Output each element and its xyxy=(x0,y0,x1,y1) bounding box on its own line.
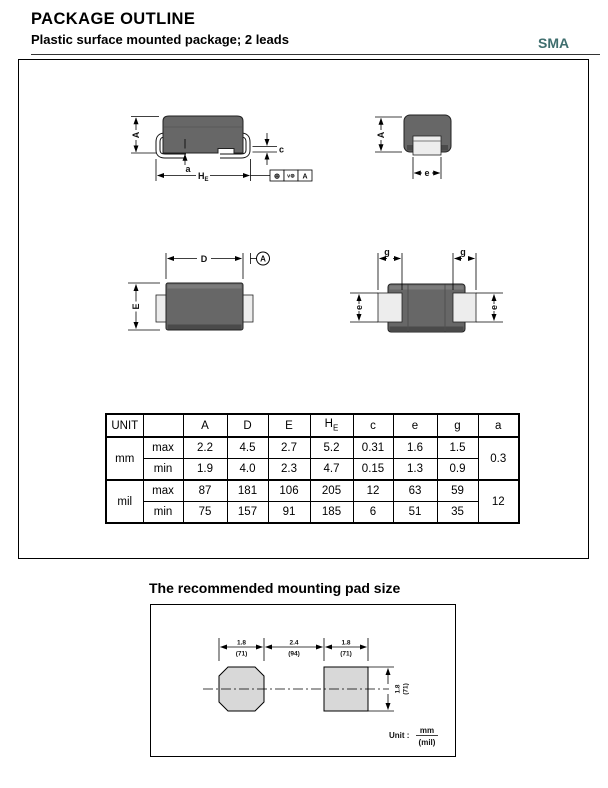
cell-mil-max-D: 181 xyxy=(227,480,268,502)
limit-cell-max: max xyxy=(143,437,183,459)
unit-note xyxy=(389,726,438,747)
cell-mm-max-E: 2.7 xyxy=(268,437,310,459)
cell-mil-min-HE: 185 xyxy=(310,502,353,524)
cell-mm-min-e: 1.3 xyxy=(393,459,437,481)
cell-mm-max-HE: 5.2 xyxy=(310,437,353,459)
mounting-pad-heading: The recommended mounting pad size xyxy=(149,580,401,596)
dim-label-g: g xyxy=(460,247,466,257)
dim-label-HE: $H_E$ xyxy=(198,171,209,183)
cell-mm-min-HE: 4.7 xyxy=(310,459,353,481)
datum-label: A xyxy=(260,254,266,264)
dim-pad-right-mil: (71) xyxy=(340,650,352,658)
dimension-e-right xyxy=(476,293,503,322)
col-header-e: e xyxy=(393,414,437,437)
cell-mm-max-A: 2.2 xyxy=(183,437,227,459)
col-header-E: E xyxy=(268,414,310,437)
unit-header-cell: UNIT xyxy=(106,414,143,437)
limit-header-cell xyxy=(143,414,183,437)
dimension-HE xyxy=(156,159,270,183)
table-row-mm-max xyxy=(106,437,519,459)
dim-label-c: c xyxy=(279,144,285,155)
dimension-A-side xyxy=(375,117,402,152)
top-view-drawing xyxy=(128,252,270,330)
unit-denominator: (mil) xyxy=(418,738,436,747)
dim-gap-mm: 2.4 xyxy=(289,639,299,647)
limit-cell-min: min xyxy=(143,502,183,524)
limit-cell-max: max xyxy=(143,480,183,502)
header-rule xyxy=(31,54,600,55)
limit-cell-min: min xyxy=(143,459,183,481)
col-header-g: g xyxy=(437,414,478,437)
cell-mm-max-g: 1.5 xyxy=(437,437,478,459)
tolerance-symbol-3: A xyxy=(302,173,308,181)
cell-mm-min-D: 4.0 xyxy=(227,459,268,481)
col-header-A: A xyxy=(183,414,227,437)
dim-pad-left-mil: (71) xyxy=(235,650,248,658)
package-code-badge: SMA xyxy=(538,35,570,51)
dim-label-A: A xyxy=(131,131,141,139)
cell-mm-min-c: 0.15 xyxy=(353,459,393,481)
unit-numerator: mm xyxy=(419,726,435,735)
cell-mm-min-g: 0.9 xyxy=(437,459,478,481)
dim-pad-height-mil: (71) xyxy=(402,683,410,695)
dim-label-e: e xyxy=(489,304,499,311)
cell-mil-min-E: 91 xyxy=(268,502,310,524)
cell-mil-max-c: 12 xyxy=(353,480,393,502)
cell-mil-min-D: 157 xyxy=(227,502,268,524)
cell-mil-max-g: 59 xyxy=(437,480,478,502)
cell-mm-max-D: 4.5 xyxy=(227,437,268,459)
dimension-D xyxy=(166,253,243,279)
cell-mm-min-A: 1.9 xyxy=(183,459,227,481)
dim-label-E: E xyxy=(131,303,141,310)
package-body-front xyxy=(163,116,243,153)
dim-label-a: a xyxy=(185,164,191,174)
unit-label: Unit : xyxy=(389,731,410,740)
package-body-top xyxy=(166,283,243,330)
cell-mil-min-g: 35 xyxy=(437,502,478,524)
dimension-c xyxy=(253,133,285,165)
cell-mil-max-HE: 205 xyxy=(310,480,353,502)
col-header-HE: $H_E$ xyxy=(310,414,353,437)
cell-mil-min-e: 51 xyxy=(393,502,437,524)
table-row-mm-min xyxy=(106,459,519,481)
cell-mil-min-c: 6 xyxy=(353,502,393,524)
dim-label-e: e xyxy=(424,168,430,178)
dim-label-e: e xyxy=(354,304,364,311)
unit-cell-mil: mil xyxy=(106,480,143,523)
col-header-c: c xyxy=(353,414,393,437)
dimension-e-left xyxy=(350,293,378,322)
mounting-pad-drawing xyxy=(151,605,452,753)
dim-gap-mil: (94) xyxy=(288,650,300,658)
dim-pad-left-mm: 1.8 xyxy=(236,639,247,647)
datum-reference xyxy=(251,252,270,265)
col-header-D: D xyxy=(227,414,268,437)
dimension-E xyxy=(128,283,160,330)
cell-mm-min-E: 2.3 xyxy=(268,459,310,481)
bottom-view-drawing xyxy=(350,247,503,332)
cell-mm-max-e: 1.6 xyxy=(393,437,437,459)
table-row-mil-min xyxy=(106,502,519,524)
cell-mil-max-e: 63 xyxy=(393,480,437,502)
mounting-pad-box xyxy=(150,604,456,757)
dimension-A-front xyxy=(131,117,159,154)
lead-face xyxy=(413,136,441,155)
cell-mil-max-E: 106 xyxy=(268,480,310,502)
front-view-drawing xyxy=(131,116,312,183)
side-view-drawing xyxy=(375,115,451,179)
page-title: PACKAGE OUTLINE xyxy=(31,10,196,28)
dim-label-g: g xyxy=(384,247,390,257)
tolerance-frame xyxy=(270,170,312,181)
dim-pad-height-mm: 1.8 xyxy=(394,684,402,694)
unit-cell-mm: mm xyxy=(106,437,143,480)
col-header-a: a xyxy=(478,414,519,437)
dimension-e-side xyxy=(413,157,441,179)
cell-mm-a: 0.3 xyxy=(478,437,519,480)
horizontal-dimensions xyxy=(219,638,368,661)
page-subtitle: Plastic surface mounted package; 2 leads xyxy=(31,32,289,47)
cell-mil-a: 12 xyxy=(478,480,519,523)
table-row-mil-max xyxy=(106,480,519,502)
table-header-row xyxy=(106,414,519,437)
dimension-table xyxy=(105,413,520,524)
cell-mm-max-c: 0.31 xyxy=(353,437,393,459)
cell-mil-max-A: 87 xyxy=(183,480,227,502)
tolerance-symbol-2: v⊚ xyxy=(287,173,295,180)
tolerance-symbol-1: ⊕ xyxy=(273,171,281,181)
dim-label-D: D xyxy=(200,254,208,264)
dim-label-A: A xyxy=(376,131,386,139)
cell-mil-min-A: 75 xyxy=(183,502,227,524)
dim-pad-right-mm: 1.8 xyxy=(341,639,351,647)
